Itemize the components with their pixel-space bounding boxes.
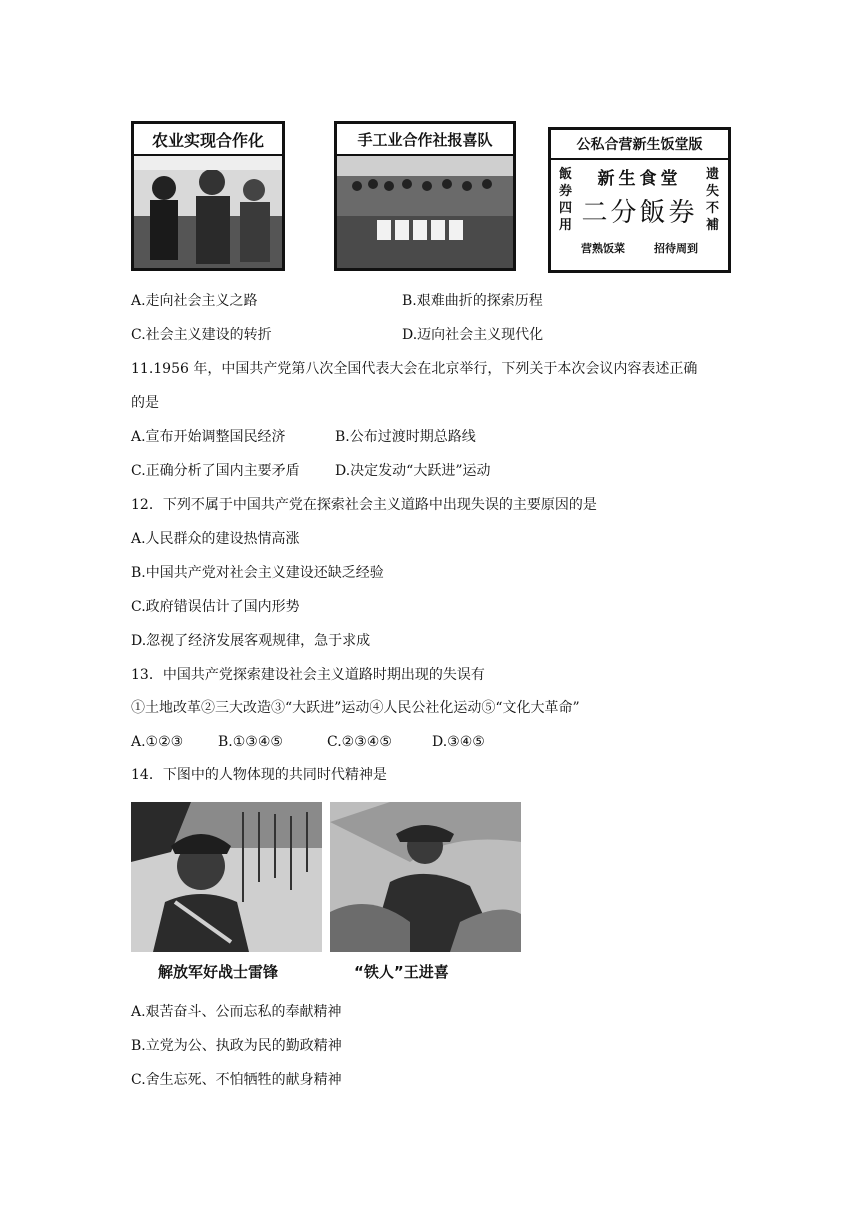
q14-option-a: A.艰苦奋斗、公而忘私的奉献精神 <box>131 1004 342 1020</box>
q14-stem: 14．下图中的人物体现的共同时代精神是 <box>131 767 387 783</box>
figure-caption: 手工业合作社报喜队 <box>337 124 513 156</box>
figure-caption: 公私合营新生饭堂版 <box>551 130 728 160</box>
q11-stem-cont: 的是 <box>131 395 159 411</box>
ticket-bottom-left: 营熟饭菜 <box>581 242 625 255</box>
ticket-title: 新生食堂 <box>597 169 682 189</box>
photo-image <box>330 802 521 952</box>
q14-option-b: B.立党为公、执政为民的勤政精神 <box>131 1038 342 1054</box>
ticket-value: 二分飯券 <box>581 198 698 228</box>
photo-image <box>131 802 322 952</box>
q10-option-b: B.艰难曲折的探索历程 <box>402 293 543 309</box>
q12-stem: 12．下列不属于中国共产党在探索社会主义道路中出现失误的主要原因的是 <box>131 497 597 513</box>
ticket-left-vertical: 飯券四用 <box>559 167 573 233</box>
q12-option-a: A.人民群众的建设热情高涨 <box>131 531 300 547</box>
q13-items: ①土地改革②三大改造③“大跃进”运动④人民公社化运动⑤“文化大革命” <box>131 700 580 716</box>
ticket-body <box>551 160 728 270</box>
caption-wang-jinxi: “铁人”王进喜 <box>354 963 449 981</box>
caption-lei-feng: 解放军好战士雷锋 <box>158 963 279 981</box>
figure-lei-feng <box>131 802 322 952</box>
q12-option-d: D.忽视了经济发展客观规律，急于求成 <box>131 633 371 649</box>
q13-option-a: A.①②③ <box>131 734 184 750</box>
q14-option-c: C.舍生忘死、不怕牺牲的献身精神 <box>131 1072 342 1088</box>
q12-option-b: B.中国共产党对社会主义建设还缺乏经验 <box>131 565 384 581</box>
q13-option-b: B.①③④⑤ <box>218 734 283 750</box>
q13-option-c: C.②③④⑤ <box>327 734 392 750</box>
figure-handicraft-cooperative <box>334 121 516 271</box>
q11-stem: 11.1956 年，中国共产党第八次全国代表大会在北京举行，下列关于本次会议内容表述正确 <box>131 361 698 377</box>
photo-image <box>337 156 513 268</box>
figure-meal-ticket <box>548 127 731 273</box>
photo-image <box>134 156 282 268</box>
q11-option-b: B.公布过渡时期总路线 <box>335 429 476 445</box>
q10-option-a: A.走向社会主义之路 <box>131 293 258 309</box>
q12-option-c: C.政府错误估计了国内形势 <box>131 599 300 615</box>
q10-option-d: D.迈向社会主义现代化 <box>402 327 544 343</box>
q10-option-c: C.社会主义建设的转折 <box>131 327 272 343</box>
q13-option-d: D.③④⑤ <box>432 734 485 750</box>
q11-option-c: C.正确分析了国内主要矛盾 <box>131 463 300 479</box>
q13-stem: 13．中国共产党探索建设社会主义道路时期出现的失误有 <box>131 667 485 683</box>
ticket-right-vertical: 遗失不補 <box>706 167 720 233</box>
q11-option-d: D.决定发动“大跃进”运动 <box>335 463 491 479</box>
figure-wang-jinxi <box>330 802 521 952</box>
q11-option-a: A.宣布开始调整国民经济 <box>131 429 286 445</box>
ticket-bottom-right: 招待周到 <box>654 242 698 255</box>
figure-agriculture-cooperation <box>131 121 285 271</box>
figure-caption: 农业实现合作化 <box>134 124 282 156</box>
